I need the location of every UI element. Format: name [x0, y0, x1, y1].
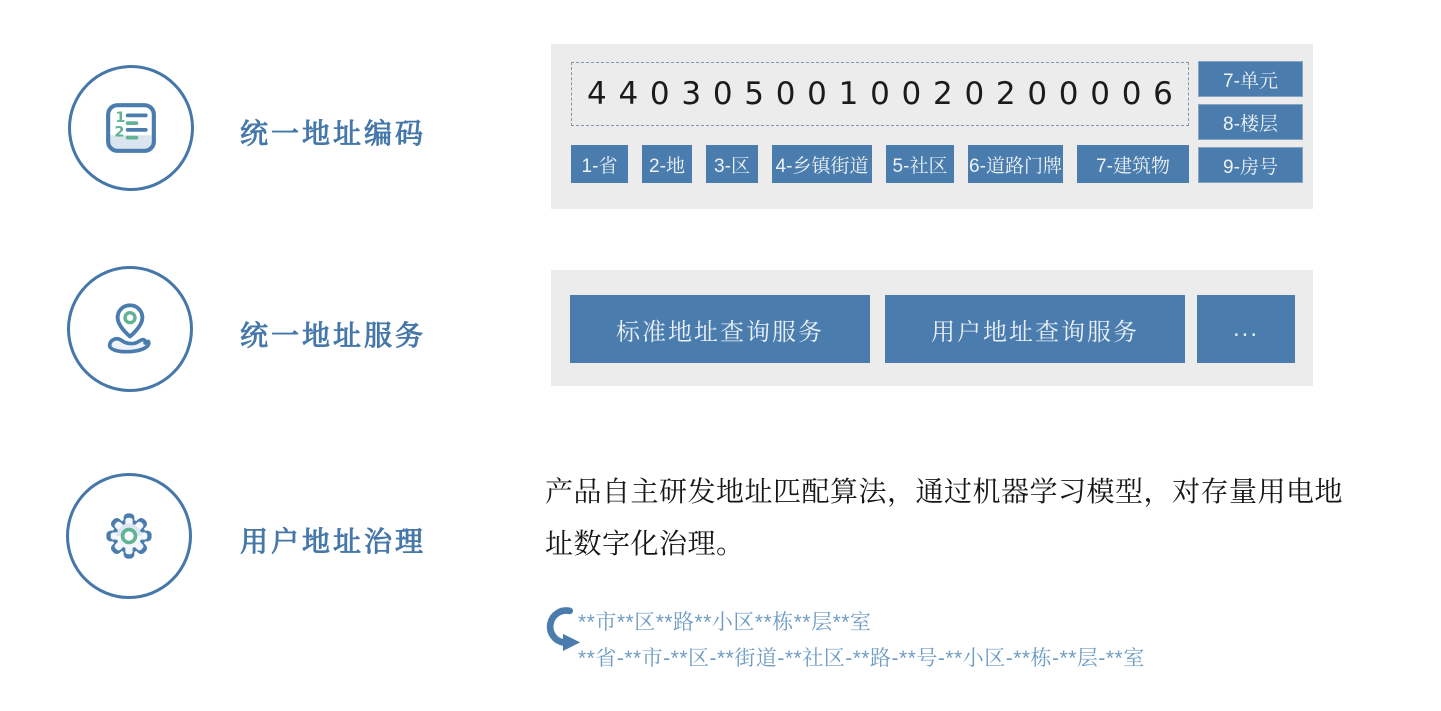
code-digit: 4 [618, 76, 639, 112]
code-digit: 2 [995, 76, 1016, 112]
governance-description: 产品自主研发地址匹配算法，通过机器学习模型，对存量用电地址数字化治理。 [545, 476, 1344, 559]
code-segment-label: 7-单元 [1198, 61, 1303, 97]
address-service-panel [551, 270, 1313, 386]
code-digit: 3 [681, 76, 702, 112]
gear-icon [101, 508, 157, 564]
code-digit: 0 [649, 76, 670, 112]
coding-feature-title: 统一地址编码 [240, 118, 427, 149]
pin-in-hand-icon [102, 301, 158, 357]
address-example-raw: **市**区**路**小区**栋**层**室 [578, 611, 872, 634]
governance-feature-title: 用户地址治理 [240, 526, 427, 557]
code-digits-box [571, 62, 1189, 126]
code-segment-label: 6-道路门牌 [968, 145, 1063, 183]
code-digit: 0 [1121, 76, 1142, 112]
code-extra-segments-column [1198, 61, 1303, 183]
code-segment-label: 4-乡镇街道 [772, 145, 872, 183]
code-digit: 0 [870, 76, 890, 112]
code-segment-label: 1-省 [571, 145, 628, 183]
code-digit: 0 [712, 76, 733, 112]
service-feature-title: 统一地址服务 [240, 320, 427, 351]
code-digit: 5 [744, 76, 764, 112]
code-digit: 0 [775, 76, 796, 112]
code-digit: 0 [964, 76, 985, 112]
code-segment-label: 5-社区 [886, 145, 954, 183]
code-digit: 0 [1090, 76, 1110, 112]
address-example-normalized: **省-**市-**区-**街道-**社区-**路-**号-**小区-**栋-**层-**室 [578, 647, 1145, 670]
code-digit: 2 [932, 76, 953, 112]
code-segment-label: 7-建筑物 [1077, 145, 1189, 183]
code-digit: 0 [1058, 76, 1079, 112]
code-digit: 0 [1027, 76, 1048, 112]
numbered-list-icon [104, 101, 158, 155]
code-digit: 0 [901, 76, 922, 112]
code-digit: 4 [587, 76, 607, 112]
standard-address-query-button[interactable]: 标准地址查询服务 [570, 295, 870, 363]
code-segments-row [571, 145, 1189, 183]
code-digit: 6 [1153, 76, 1173, 112]
code-digit: 0 [807, 76, 827, 112]
svg-text:2: 2 [114, 124, 125, 141]
address-code-panel [551, 44, 1313, 209]
code-segment-label: 3-区 [706, 145, 758, 183]
governance-feature-circle [66, 473, 192, 599]
svg-text:1: 1 [115, 109, 126, 126]
code-digit: 1 [838, 76, 859, 112]
service-feature-circle [67, 266, 193, 392]
user-address-query-button[interactable]: 用户地址查询服务 [885, 295, 1185, 363]
code-segment-label: 9-房号 [1198, 147, 1303, 183]
code-segment-label: 8-楼层 [1198, 104, 1303, 140]
coding-feature-circle [68, 65, 194, 191]
more-services-button[interactable]: ... [1197, 295, 1295, 363]
code-segment-label: 2-地 [642, 145, 692, 183]
